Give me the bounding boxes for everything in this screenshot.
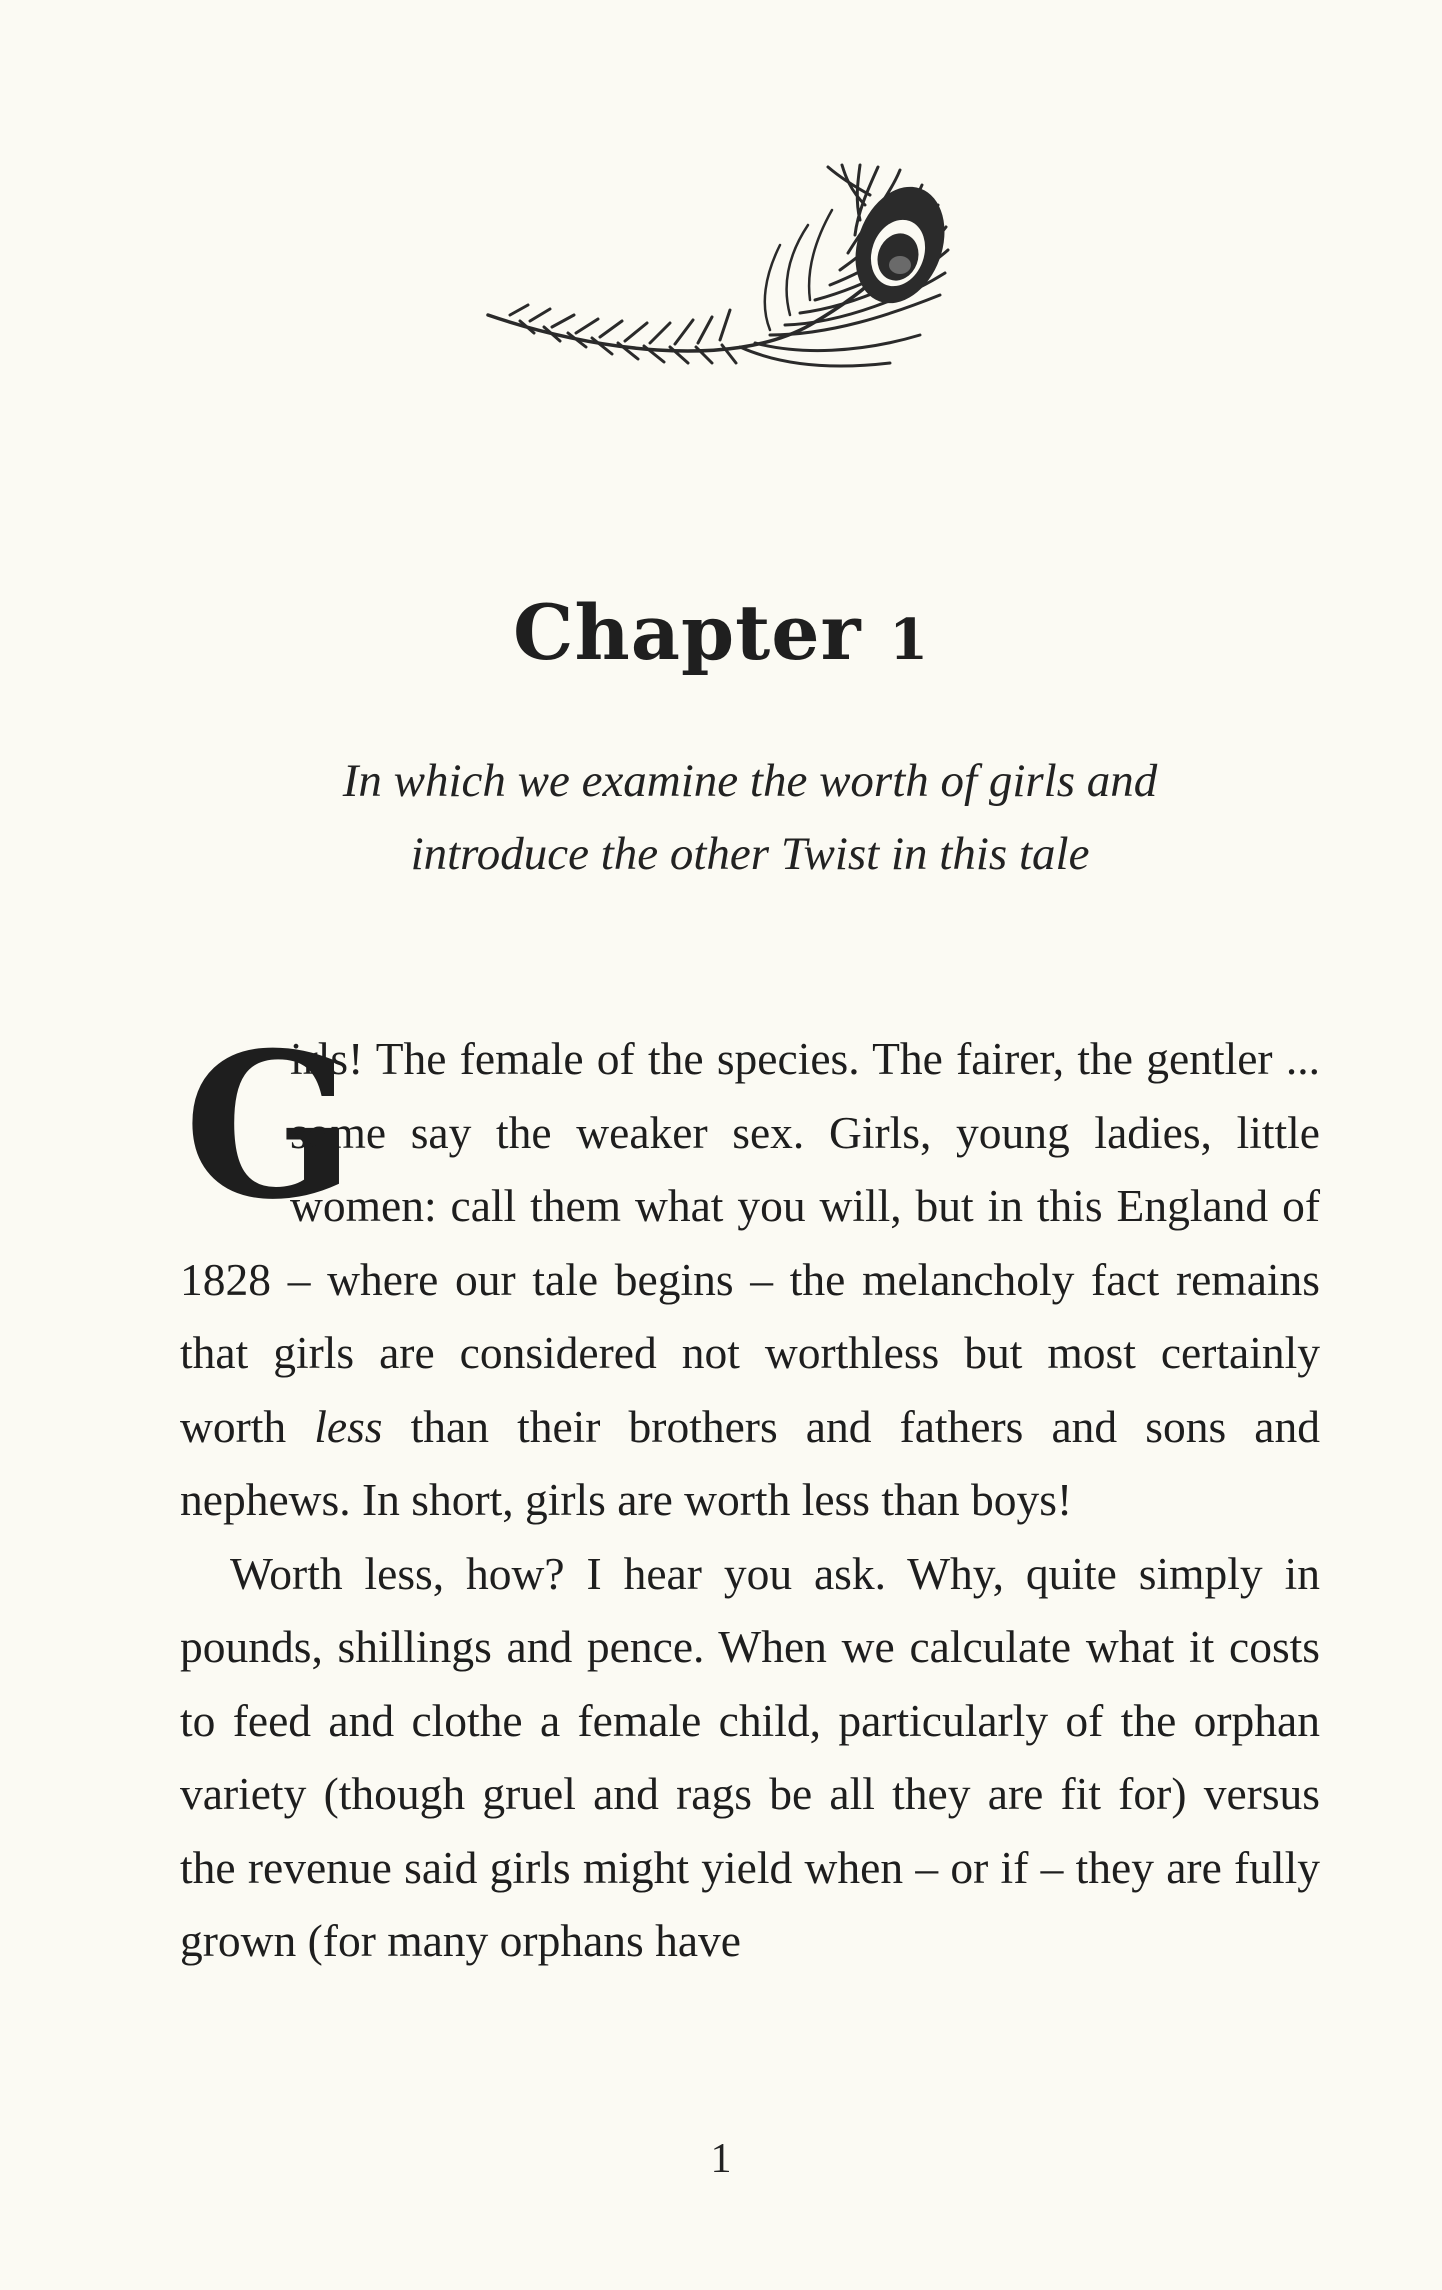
paragraph-2 — [180, 1537, 1320, 1978]
chapter-title — [0, 588, 1442, 677]
chapter-body — [180, 1009, 1320, 1978]
paragraph-1 — [180, 1009, 1320, 1537]
paragraph-2-text: Worth less, how? I hear you ask. Why, quite simply in pounds, shillings and pence. When we calculate what it costs to feed and clothe a female child, particularly of the orphan variety (though gruel and rags be all they are fit for) versus the revenue said girls might yield when – or if – they are fully grown (for many orphans have — [180, 1547, 1320, 1966]
drop-cap-letter: G — [184, 1009, 355, 1244]
page-number: 1 — [710, 2136, 732, 2182]
subtitle-line: In which we examine the worth of girls and — [342, 755, 1158, 807]
paragraph-1-end: than their brothers and fathers and sons and nephews. In short, girls are worth less than boys! — [180, 1400, 1320, 1525]
paragraph-1-emphasis: less — [314, 1400, 383, 1452]
drop-cap — [180, 1009, 355, 1244]
paragraph-1-text: irls! The female of the species. The fairer, the gentler ... some say the weaker sex. Girls, young ladies, little women: call them what you will, but in this England of 1828 – where our tale begins – the melancholy fact remains that girls are considered not worthless but most certainly worth — [180, 1033, 1320, 1452]
chapter-number: 1 — [889, 607, 930, 673]
chapter-subtitle — [200, 745, 1300, 891]
chapter-label: Chapter — [512, 588, 862, 677]
subtitle-line: introduce the other Twist in this tale — [410, 828, 1090, 880]
peacock-feather-icon — [470, 165, 1030, 545]
